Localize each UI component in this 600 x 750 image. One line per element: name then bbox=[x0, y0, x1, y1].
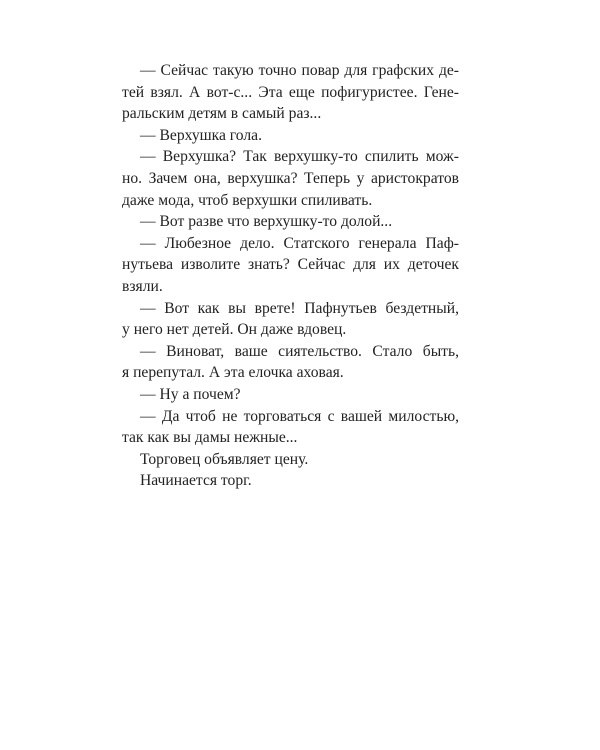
text-line: Начинается торг. bbox=[140, 472, 252, 490]
text-line: — Верхушка? Так верхушку-то спилить мож- bbox=[140, 148, 459, 166]
text-line: — Сейчас такую точно повар для графских де- bbox=[140, 62, 459, 79]
text-line: у него нет детей. Он даже вдовец. bbox=[122, 321, 347, 339]
text-line: но. Зачем она, верхушка? Теперь у аристократов bbox=[122, 169, 459, 187]
text-line: я перепутал. А эта елочка аховая. bbox=[122, 364, 344, 382]
text-line: — Вот как вы врете! Пафнутьев бездетный, bbox=[140, 299, 459, 317]
text-line: Торговец объявляет цену. bbox=[140, 450, 309, 468]
dialogue-text bbox=[122, 60, 459, 492]
text-line: — Вот разве что верхушку-то долой... bbox=[140, 213, 393, 231]
text-line: ральским детям в самый раз... bbox=[122, 105, 322, 123]
text-line: так как вы дамы нежные... bbox=[122, 429, 298, 447]
text-line: — Ну а почем? bbox=[140, 385, 241, 403]
text-line: тей взял. А вот-с... Эта еще пофигуристее. Гене- bbox=[122, 83, 459, 101]
text-line: нутьева изволите знать? Сейчас для их деточек bbox=[122, 256, 459, 274]
text-line: взяли. bbox=[122, 277, 163, 295]
text-line: — Любезное дело. Статского генерала Паф- bbox=[140, 234, 459, 252]
text-line: — Да чтоб не торговаться с вашей милостью, bbox=[140, 407, 459, 425]
text-line: — Виноват, ваше сиятельство. Стало быть, bbox=[140, 342, 459, 360]
text-line: даже мода, чтоб верхушки спиливать. bbox=[122, 191, 373, 209]
text-line: — Верхушка гола. bbox=[140, 126, 262, 144]
